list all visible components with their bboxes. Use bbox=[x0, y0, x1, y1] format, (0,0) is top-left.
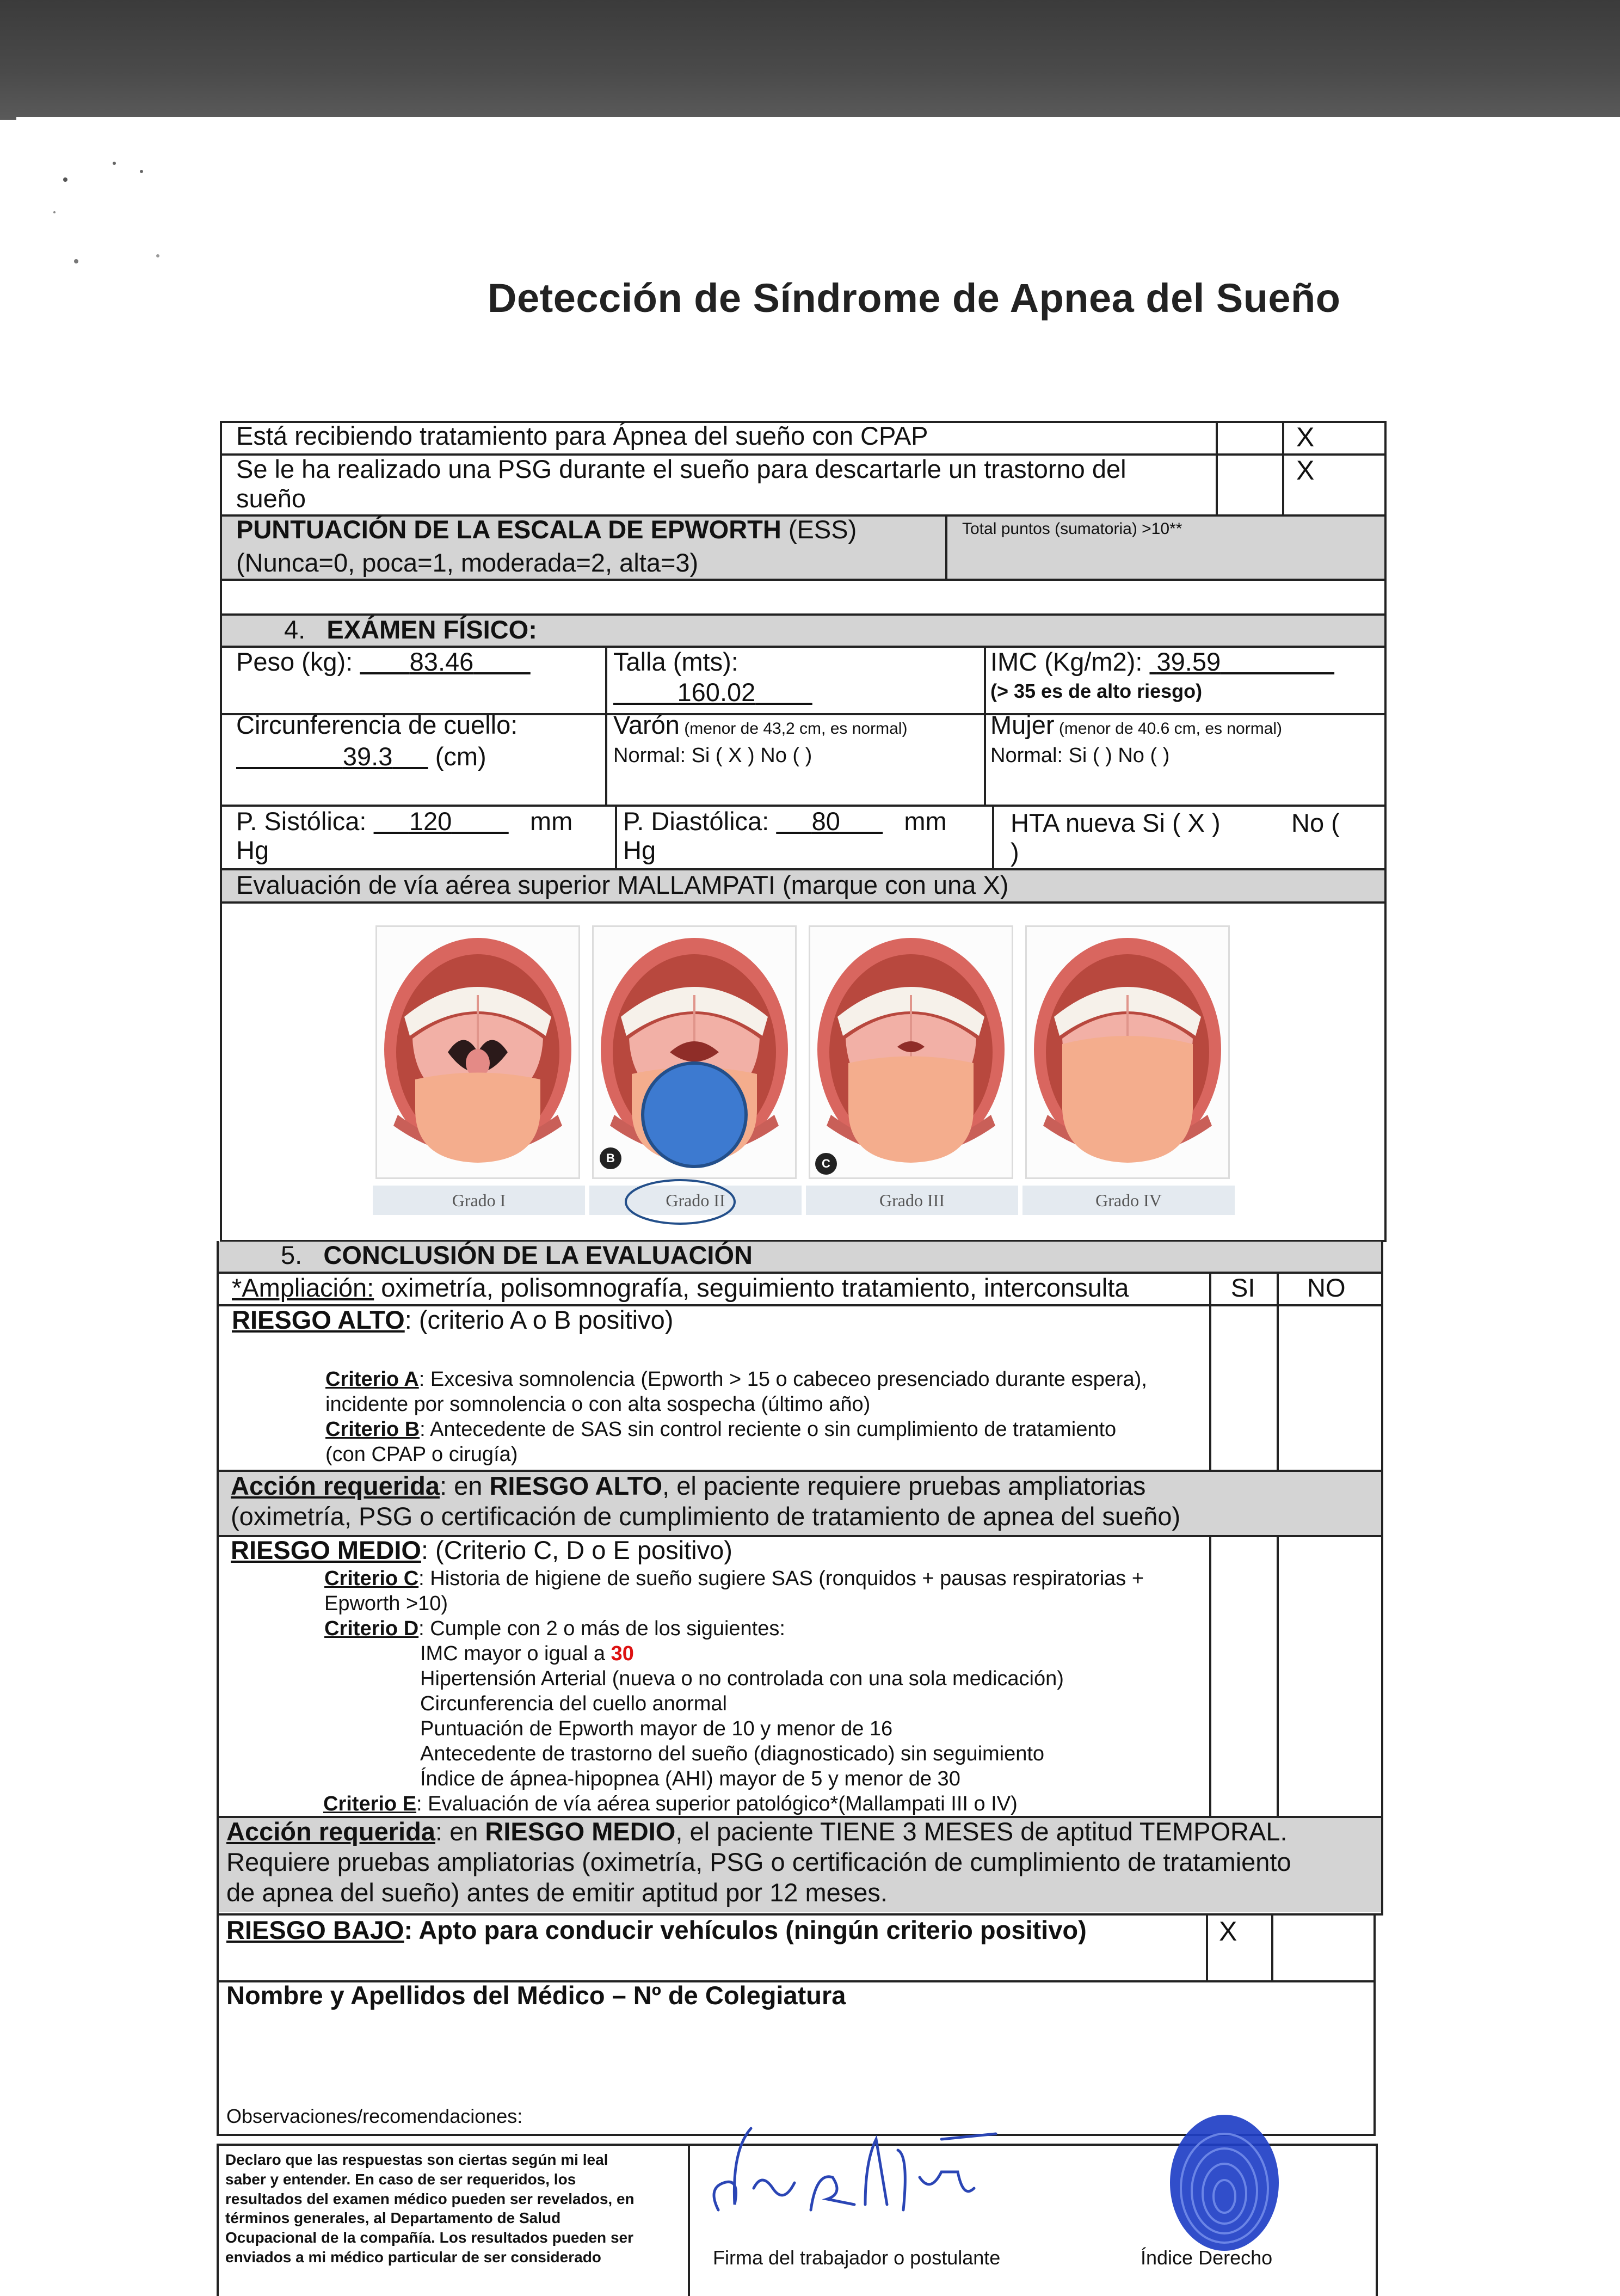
riesgo-alto-title: RIESGO ALTO: (criterio A o B positivo) bbox=[232, 1305, 674, 1334]
criterio-d-item: Índice de ápnea-hipopnea (AHI) mayor de 5 y menor de 30 bbox=[420, 1767, 960, 1790]
accion-medio-line1: Acción requerida: en RIESGO MEDIO, el paciente TIENE 3 MESES de aptitud TEMPORAL. bbox=[226, 1817, 1288, 1846]
declaration-text: Declaro que las respuestas son ciertas según mi leal saber y entender. En caso de ser requeridos, los resultados del examen médico pueden ser revelados, en términos generales, al Departamento de Salud Ocupacional de la compañía. Los resultados pueden ser enviados a mi médico particular de ser considerado bbox=[225, 2151, 635, 2266]
page-title: Detección de Síndrome de Apnea del Sueño bbox=[488, 275, 1341, 321]
mallampati-panel-grade-2 bbox=[592, 925, 797, 1179]
peso-field: Peso (kg): 83.46 bbox=[236, 647, 474, 676]
criterio-c-line1: Criterio C: Historia de higiene de sueño sugiere SAS (ronquidos + pausas respiratorias + bbox=[324, 1567, 1144, 1590]
grade-label-1: Grado I bbox=[373, 1186, 585, 1215]
mujer-header: Mujer (menor de 40.6 cm, es normal) bbox=[990, 710, 1283, 739]
diastolica-value: 80 bbox=[811, 807, 840, 836]
talla-value: 160.02 bbox=[677, 678, 756, 707]
mallampati-panel-grade-4 bbox=[1025, 925, 1230, 1179]
exam-heading: 4. EXÁMEN FÍSICO: bbox=[284, 615, 537, 644]
epworth-scale: (Nunca=0, poca=1, moderada=2, alta=3) bbox=[236, 548, 699, 577]
sistolica-value: 120 bbox=[409, 807, 452, 836]
criterio-b-line2: (con CPAP o cirugía) bbox=[325, 1443, 518, 1466]
worker-signature bbox=[702, 2107, 1007, 2243]
accion-medio-line3: de apnea del sueño) antes de emitir aptitud por 12 meses. bbox=[226, 1878, 888, 1907]
fingerprint bbox=[1154, 2101, 1295, 2264]
peso-value: 83.46 bbox=[409, 647, 474, 676]
cuello-value: 39.3 bbox=[342, 742, 393, 771]
mallampati-panel-grade-1 bbox=[375, 925, 580, 1179]
si-header: SI bbox=[1231, 1273, 1255, 1302]
grade-label-4: Grado IV bbox=[1022, 1186, 1235, 1215]
diastolica-field: P. Diastólica: 80 mm bbox=[623, 807, 947, 836]
criterio-a-line2: incidente por somnolencia o con alta sospecha (último año) bbox=[325, 1393, 871, 1416]
epworth-total-label: Total puntos (sumatoria) >10** bbox=[962, 520, 1182, 538]
criterio-a-line1: Criterio A: Excesiva somnolencia (Epworth > 15 o cabeceo presenciado durante espera), bbox=[325, 1368, 1147, 1391]
talla-label: Talla (mts): bbox=[613, 647, 738, 676]
cuello-field: 39.3 (cm) bbox=[342, 742, 486, 771]
accion-alto-line2: (oximetría, PSG o certificación de cumplimiento de tratamiento de apnea del sueño) bbox=[231, 1502, 1181, 1531]
hta-no: No ( bbox=[1291, 808, 1340, 837]
grade-label-3: Grado III bbox=[806, 1186, 1018, 1215]
criterio-d-item: Antecedente de trastorno del sueño (diagnosticado) sin seguimiento bbox=[420, 1742, 1045, 1765]
selected-grade-circle bbox=[620, 1176, 740, 1230]
criterio-d-item: Puntuación de Epworth mayor de 10 y menor de 16 bbox=[420, 1717, 893, 1740]
criterio-d-imc: IMC mayor o igual a 30 bbox=[420, 1642, 634, 1665]
mujer-normal: Normal: Si ( ) No ( ) bbox=[990, 744, 1170, 767]
criterio-d-line: Criterio D: Cumple con 2 o más de los siguientes: bbox=[324, 1617, 785, 1640]
indice-label: Índice Derecho bbox=[1141, 2246, 1273, 2269]
doctor-label: Nombre y Apellidos del Médico – Nº de Colegiatura bbox=[226, 1981, 846, 2010]
riesgo-medio-title: RIESGO MEDIO: (Criterio C, D o E positivo) bbox=[231, 1536, 732, 1564]
cuello-label: Circunferencia de cuello: bbox=[236, 710, 518, 739]
sistolica-unit: Hg bbox=[236, 836, 269, 864]
mallampati-heading: Evaluación de vía aérea superior MALLAMPATI (marque con una X) bbox=[236, 870, 1009, 899]
imc-field: IMC (Kg/m2): 39.59 bbox=[990, 647, 1221, 676]
riesgo-bajo-row: RIESGO BAJO: Apto para conducir vehículos (ningún criterio positivo) bbox=[226, 1916, 1087, 1944]
sistolica-field: P. Sistólica: 120 mm bbox=[236, 807, 573, 836]
diastolica-unit: Hg bbox=[623, 836, 656, 864]
grade-label-2: Grado II bbox=[589, 1186, 802, 1215]
criterio-d-item: Circunferencia del cuello anormal bbox=[420, 1692, 727, 1715]
criterio-c-line2: Epworth >10) bbox=[324, 1592, 448, 1615]
hta-field: HTA nueva Si ( X ) bbox=[1011, 808, 1221, 837]
criterio-d-item: Hipertensión Arterial (nueva o no controlada con una sola medicación) bbox=[420, 1667, 1064, 1690]
psg-question-line2: sueño bbox=[236, 484, 306, 513]
psg-answer-mark: X bbox=[1296, 455, 1315, 486]
accion-medio-line2: Requiere pruebas ampliatorias (oximetría, PSG o certificación de cumplimiento de tratamiento bbox=[226, 1847, 1291, 1876]
hta-close: ) bbox=[1011, 838, 1019, 867]
badge-b: B bbox=[600, 1147, 621, 1169]
ampliacion-row: *Ampliación: oximetría, polisomnografía, seguimiento tratamiento, interconsulta bbox=[232, 1273, 1129, 1302]
accion-alto-line1: Acción requerida: en RIESGO ALTO, el paciente requiere pruebas ampliatorias bbox=[231, 1471, 1146, 1500]
imc-value: 39.59 bbox=[1156, 647, 1221, 676]
psg-question-line1: Se le ha realizado una PSG durante el sueño para descartarle un trastorno del bbox=[236, 455, 1126, 483]
scan-specks bbox=[49, 147, 190, 288]
conclusion-heading: 5. CONCLUSIÓN DE LA EVALUACIÓN bbox=[281, 1241, 753, 1269]
criterio-b-line1: Criterio B: Antecedente de SAS sin control reciente o sin cumplimiento de tratamiento bbox=[325, 1418, 1117, 1441]
badge-c: C bbox=[815, 1153, 837, 1175]
imc-note: (> 35 es de alto riesgo) bbox=[990, 680, 1203, 702]
cpap-question: Está recibiendo tratamiento para Ápnea del sueño con CPAP bbox=[236, 421, 928, 450]
firma-label: Firma del trabajador o postulante bbox=[713, 2246, 1001, 2269]
criterio-e-line: Criterio E: Evaluación de vía aérea superior patológico*(Mallampati III o IV) bbox=[323, 1792, 1018, 1815]
varon-header: Varón (menor de 43,2 cm, es normal) bbox=[613, 710, 908, 739]
talla-value-field bbox=[613, 678, 812, 707]
cpap-answer-mark: X bbox=[1296, 422, 1315, 452]
scanner-background bbox=[0, 0, 1620, 120]
mallampati-panel-grade-3 bbox=[809, 925, 1013, 1179]
epworth-heading: PUNTUACIÓN DE LA ESCALA DE EPWORTH (ESS) bbox=[236, 515, 857, 544]
riesgo-bajo-mark: X bbox=[1219, 1916, 1237, 1947]
no-header: NO bbox=[1307, 1273, 1346, 1302]
varon-normal: Normal: Si ( X ) No ( ) bbox=[613, 744, 812, 767]
observaciones-label: Observaciones/recomendaciones: bbox=[226, 2105, 523, 2127]
